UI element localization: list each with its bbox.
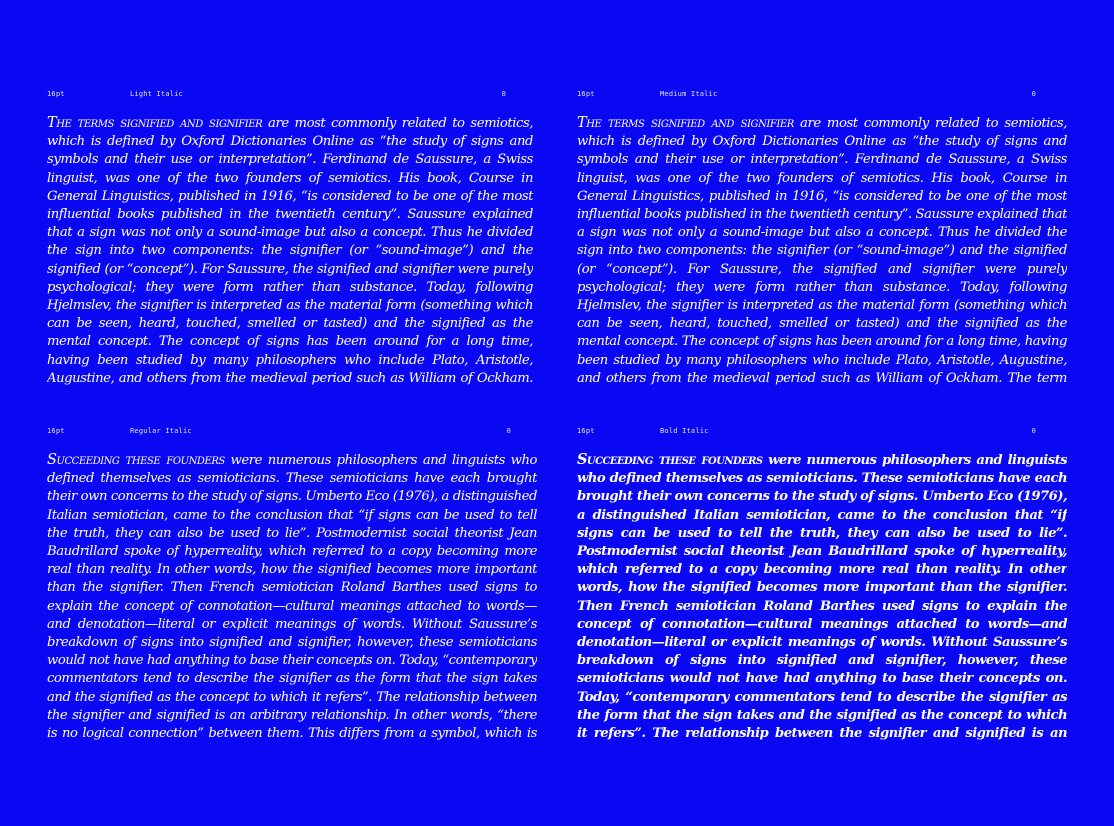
specimen-panel-light-italic <box>47 90 539 390</box>
specimen-meta <box>577 427 1069 439</box>
specimen-text <box>47 451 537 745</box>
font-style-label: Bold Italic <box>660 427 709 435</box>
counter-label: 0 <box>1031 90 1036 98</box>
counter-label: 0 <box>501 90 506 98</box>
specimen-panel-bold-italic <box>577 427 1069 745</box>
specimen-lead: Succeeding these founders <box>577 451 763 468</box>
specimen-body: were numerous philosophers and linguists who defined themselves as semioticians. These semioticians have each brought their own concerns to the study of signs. Umberto Eco (1976), a distinguished Italian semiotician, came to the conclusion that “if signs can be used to tell the truth, they can also be used to lie”. Postmodernist social theorist Jean Baudrillard spoke of hyperreality, which referred to a copy becoming more real than reality. In other words, how the signified becomes more important than the signifier. Then French semiotician Roland Barthes used signs to explain the concept of connotation—cultural meanings attached to words—and denotation—literal or explicit meanings of words. Without Saussure’s breakdown of signs into signified and signifier, however, these semioticians would not have had anything to base their concepts on. Today, “contemporary commentators tend to describe the signifier as the form that the sign takes and the signified as the concept to which it refers”. The relationship between the signifier and signified is an arbitrary relationship. In other words, “there is no logical connection” between them. This differs from a symbol, which is <box>47 453 537 742</box>
specimen-panel-regular-italic <box>47 427 539 745</box>
specimen-meta <box>47 90 539 102</box>
specimen-lead: The terms signified and signifier <box>577 115 794 131</box>
specimen-lead: The terms signified and signifier <box>47 115 263 131</box>
font-size-label: 16pt <box>47 90 65 98</box>
specimen-text <box>577 114 1067 390</box>
font-size-label: 16pt <box>577 90 595 98</box>
specimen-body: were numerous philosophers and linguists who defined themselves as semioticians. These semioticians have each brought their own concerns to the study of signs. Umberto Eco (1976), a distinguished Italian semiotician, came to the conclusion that “if signs can be used to tell the truth, they can also be used to lie”. Postmodernist social theorist Jean Baudrillard spoke of hyperreality, which referred to a copy becoming more real than reality. In other words, how the signified becomes more important than the signifier. Then French semiotician Roland Barthes used signs to explain the concept of connotation—cultural meanings attached to words—and denotation—literal or explicit meanings of words. Without Saussure’s breakdown of signs into signified and signifier, however, these semioticians would not have had anything to base their concepts on. Today, “contemporary commentators tend to describe the signifier as the form that the sign takes and the signified as the concept to which it refers”. The relationship between the signifier and signified is an <box>577 453 1067 742</box>
counter-label: 0 <box>1031 427 1036 435</box>
font-size-label: 16pt <box>577 427 595 435</box>
specimen-body: are most commonly related to semiotics, which is defined by Oxford Dictionaries Online as “the study of signs and symbols and their use or interpretation”. Ferdinand de Saussure, a Swiss linguist, was one of the two founders of semiotics. His book, Course in General Linguistics, published in 1916, “is considered to be one of the most influential books published in the twentieth century”. Saussure explained that a sign was not only a sound-image but also a concept. Thus he divided the sign into two components: the signifier (or “sound-image”) and the signified (or “concept”). For Saussure, the signified and signifier were purely psychological; they were form rather than substance. Today, following Hjelmslev, the signifier is interpreted as the material form (something which can be seen, heard, touched, smelled or tasted) and the signified as the mental concept. The concept of signs has been around for a long time, having been studied by many philosophers who include Plato, Aristotle, Augustine, and others from the medieval period such as William of Ockham. <box>47 116 533 386</box>
specimen-meta <box>47 427 539 439</box>
specimen-panel-medium-italic <box>577 90 1069 390</box>
counter-label: 0 <box>506 427 511 435</box>
specimen-meta <box>577 90 1069 102</box>
specimen-text <box>47 114 533 390</box>
font-style-label: Medium Italic <box>660 90 718 98</box>
specimen-body: are most commonly related to semiotics, which is defined by Oxford Dictionaries Online as “the study of signs and symbols and their use or interpretation”. Ferdinand de Saussure, a Swiss linguist, was one of the two founders of semiotics. His book, Course in General Linguistics, published in 1916, “is considered to be one of the most influential books published in the twentieth century”. Saussure explained that a sign was not only a sound-image but also a concept. Thus he divided the sign into two components: the signifier (or “sound-image”) and the signified (or “concept”). For Saussure, the signified and signifier were purely psychological; they were form rather than substance. Today, following Hjelmslev, the signifier is interpreted as the material form (something which can be seen, heard, touched, smelled or tasted) and the signified as the mental concept. The concept of signs has been around for a long time, having been studied by many philosophers who include Plato, Aristotle, Augustine, and others from the medieval period such as William of Ockham. The term <box>577 116 1067 386</box>
specimen-lead: Succeeding these founders <box>47 452 225 468</box>
font-size-label: 16pt <box>47 427 65 435</box>
font-style-label: Light Italic <box>130 90 183 98</box>
specimen-text <box>577 451 1067 745</box>
font-style-label: Regular Italic <box>130 427 192 435</box>
